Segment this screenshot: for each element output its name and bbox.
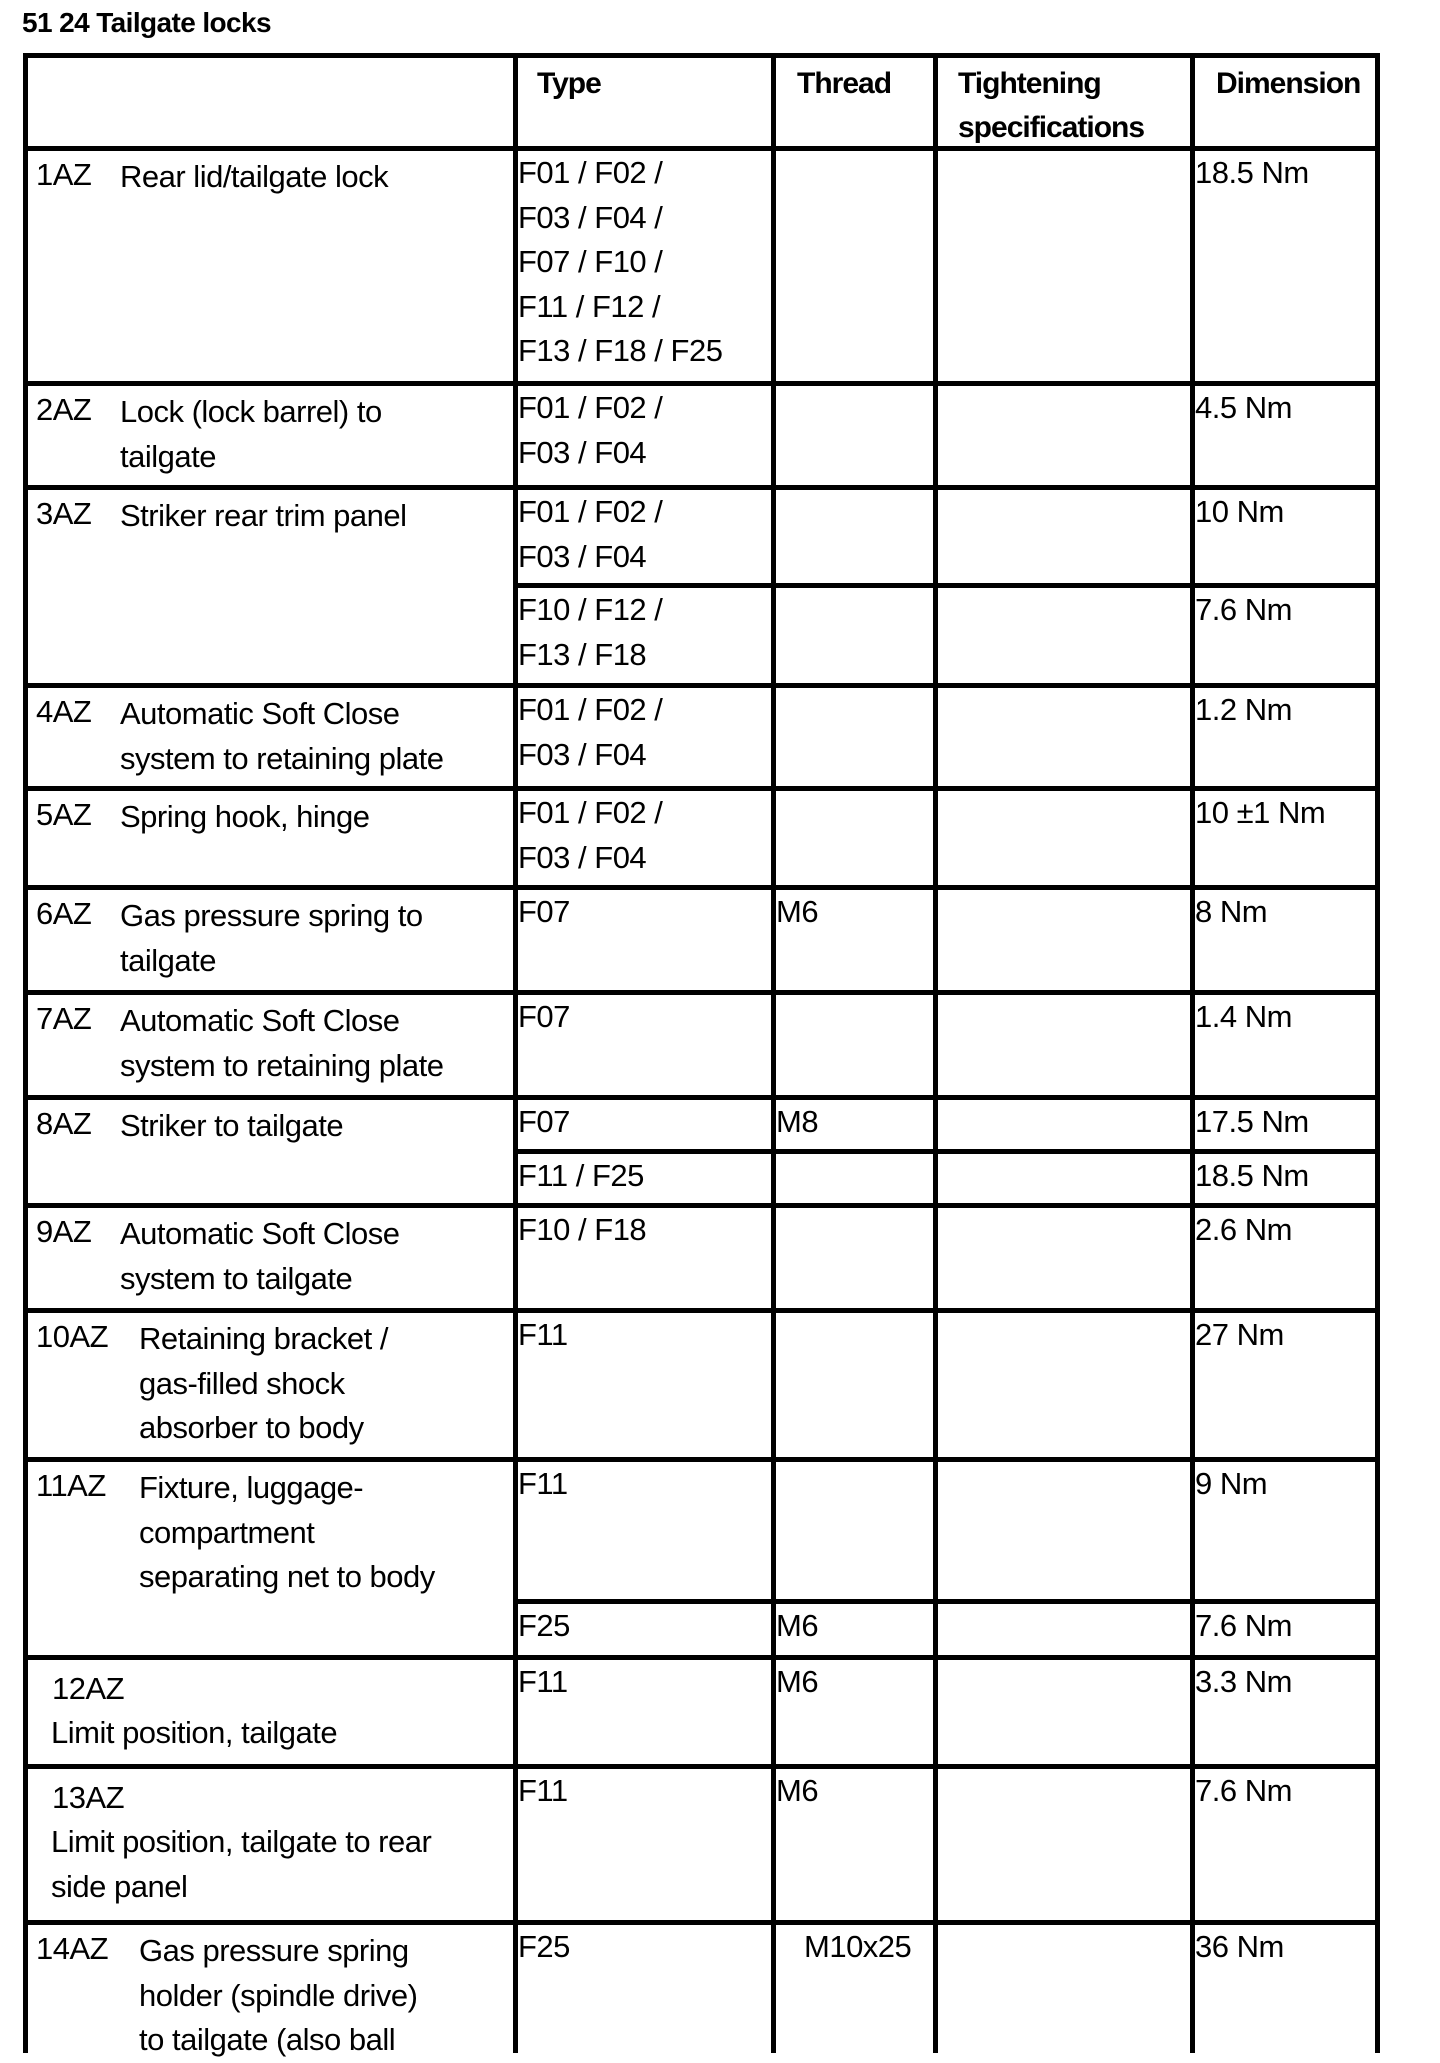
row-border (23, 1457, 1380, 1462)
header-dimension-cell (1194, 55, 1374, 145)
thread-value-line: M6 (776, 894, 819, 929)
dimension-value-line: 18.5 Nm (1195, 155, 1309, 190)
item-description (139, 1317, 388, 1451)
thread-value-line: M10x25 (804, 1929, 912, 1964)
header-tightening-specifications (958, 62, 1144, 150)
type-value-line: F10 / F12 / (518, 592, 663, 627)
item-id (36, 892, 91, 937)
item-id-line: 4AZ (36, 694, 92, 729)
type-value (518, 386, 662, 475)
item-description-line: compartment (139, 1514, 315, 1550)
item-description (120, 999, 444, 1088)
item-description-line: absorber to body (139, 1410, 364, 1445)
item-id-line: 6AZ (36, 896, 92, 931)
item-id-line: 12AZ (52, 1671, 125, 1706)
thread-value (804, 1925, 911, 1970)
type-value-line: F11 (518, 1664, 568, 1699)
header-thread (797, 62, 891, 106)
item-id-line: 8AZ (36, 1106, 92, 1141)
item-description-line: Gas pressure spring (139, 1933, 409, 1968)
dimension-value (1195, 1100, 1309, 1145)
dimension-value-line: 8 Nm (1195, 894, 1268, 929)
item-description-line: system to tailgate (120, 1260, 353, 1296)
type-value-line: F03 / F04 (518, 538, 647, 574)
item-id (36, 1464, 106, 1509)
type-value (518, 588, 662, 677)
dimension-value (1195, 1462, 1267, 1507)
item-description-line: Automatic Soft Close (120, 1003, 400, 1038)
dimension-value-line: 4.5 Nm (1195, 390, 1292, 425)
type-value-line: F11 (518, 1773, 568, 1808)
column-border-0 (23, 53, 28, 2053)
dimension-value (1195, 1604, 1292, 1649)
item-description-line: Automatic Soft Close (120, 696, 400, 731)
item-id (36, 793, 91, 838)
item-id (36, 388, 91, 433)
item-id (36, 492, 91, 537)
type-value-line: F07 (518, 1104, 570, 1139)
item-id-line: 3AZ (36, 496, 92, 531)
item-description (51, 1711, 337, 1756)
thread-value (776, 1100, 818, 1145)
item-description-line: Automatic Soft Close (120, 1216, 400, 1251)
item-description (120, 494, 407, 539)
type-value-line: F01 / F02 / (518, 494, 663, 529)
row-border (23, 1095, 1380, 1100)
thread-value-line: M6 (776, 1608, 819, 1643)
item-description-line: Spring hook, hinge (120, 799, 370, 834)
dimension-value-line: 2.6 Nm (1195, 1212, 1292, 1247)
row-border (23, 885, 1380, 890)
column-border-5 (1375, 53, 1380, 2053)
dimension-value (1195, 386, 1292, 431)
row-border (23, 1203, 1380, 1208)
header-type (537, 62, 601, 106)
item-id (36, 153, 91, 198)
header-dimension-line: Dimension (1216, 67, 1361, 100)
type-value-line: F07 (518, 894, 570, 929)
item-description-line: tailgate (120, 438, 216, 474)
column-border-4 (1190, 53, 1195, 2053)
row-border (23, 1308, 1380, 1313)
row-border (23, 1764, 1380, 1769)
thread-value (776, 890, 818, 935)
type-value-line: F25 (518, 1929, 570, 1964)
item-description-line: holder (spindle drive) (139, 1977, 418, 2013)
item-id (36, 1315, 108, 1360)
item-description (139, 1466, 435, 1600)
type-value-line: F03 / F04 (518, 736, 647, 772)
row-border (23, 1655, 1380, 1660)
type-value-line: F11 / F25 (518, 1158, 644, 1193)
dimension-value-line: 9 Nm (1195, 1466, 1268, 1501)
row-border (23, 786, 1380, 791)
item-id-line: 10AZ (36, 1319, 109, 1354)
item-description-line: Limit position, tailgate (51, 1715, 338, 1750)
table-top-border (23, 53, 1380, 58)
item-id-line: 14AZ (36, 1931, 109, 1966)
type-value-line: F01 / F02 / (518, 795, 663, 830)
item-description (139, 1929, 417, 2063)
dimension-value (1195, 1925, 1284, 1970)
type-value (518, 151, 722, 374)
thread-value-line: M6 (776, 1664, 819, 1699)
dimension-value-line: 1.4 Nm (1195, 999, 1292, 1034)
dimension-value (1195, 490, 1284, 535)
type-value-line: F01 / F02 / (518, 390, 663, 425)
dimension-value (1195, 890, 1267, 935)
type-value (518, 1604, 570, 1649)
item-id-line: 13AZ (52, 1780, 125, 1815)
type-value-line: F07 (518, 999, 570, 1034)
row-border (23, 990, 1380, 995)
header-dimension (1216, 62, 1360, 106)
type-value (518, 1769, 568, 1814)
item-description-line: Striker to tailgate (120, 1108, 344, 1143)
type-value-line: F10 / F18 (518, 1212, 647, 1247)
item-description-line: Retaining bracket / (139, 1321, 388, 1356)
type-value-line: F01 / F02 / (518, 155, 663, 190)
type-value (518, 1208, 646, 1253)
header-tightening-specifications-line: specifications (958, 111, 1145, 144)
header-thread-line: Thread (797, 67, 892, 100)
item-id-line: 1AZ (36, 157, 92, 192)
thread-value (776, 1604, 818, 1649)
item-description-line: to tailgate (also ball (139, 2022, 396, 2057)
item-description-line: Gas pressure spring to (120, 898, 423, 933)
dimension-value-line: 7.6 Nm (1195, 1608, 1292, 1643)
type-value (518, 995, 570, 1040)
thread-value (776, 1660, 818, 1705)
type-value-line: F07 / F10 / (518, 244, 663, 279)
dimension-value (1195, 688, 1292, 733)
dimension-value-line: 10 ±1 Nm (1195, 795, 1326, 830)
item-description-line: Lock (lock barrel) to (120, 394, 382, 429)
type-value (518, 1462, 568, 1507)
type-value (518, 1925, 570, 1970)
header-tightening-specifications-line: Tightening (958, 67, 1101, 100)
dimension-value (1195, 1208, 1292, 1253)
row-border (23, 683, 1380, 688)
item-description-line: Limit position, tailgate to rear (51, 1824, 432, 1859)
column-border-2 (771, 53, 776, 2053)
item-description (120, 1104, 343, 1149)
item-id (36, 1927, 108, 1972)
item-id (52, 1776, 124, 1821)
thread-value (776, 1769, 818, 1814)
item-id-line: 2AZ (36, 392, 92, 427)
dimension-value-line: 10 Nm (1195, 494, 1284, 529)
type-value-line: F25 (518, 1608, 570, 1643)
item-id (36, 690, 91, 735)
item-id-line: 9AZ (36, 1214, 92, 1249)
item-description-line: side panel (51, 1868, 188, 1904)
item-id (52, 1667, 124, 1712)
item-id-line: 5AZ (36, 797, 92, 832)
item-description (51, 1820, 431, 1909)
type-value (518, 1313, 568, 1358)
type-value-line: F03 / F04 / (518, 199, 663, 235)
item-description-line: Rear lid/tailgate lock (120, 159, 389, 194)
item-description-line: Striker rear trim panel (120, 498, 407, 533)
dimension-value-line: 7.6 Nm (1195, 592, 1292, 627)
dimension-value-line: 17.5 Nm (1195, 1104, 1309, 1139)
type-value-line: F13 / F18 / F25 (518, 333, 723, 368)
dimension-value-line: 27 Nm (1195, 1317, 1284, 1352)
dimension-value-line: 18.5 Nm (1195, 1158, 1309, 1193)
item-id-line: 11AZ (36, 1468, 106, 1503)
type-value-line: F11 (518, 1466, 568, 1501)
dimension-value (1195, 1769, 1292, 1814)
row-border (23, 485, 1380, 490)
thread-value-line: M8 (776, 1104, 819, 1139)
item-description (120, 894, 423, 983)
dimension-value (1195, 1660, 1292, 1705)
dimension-value-line: 3.3 Nm (1195, 1664, 1292, 1699)
type-value-line: F11 / F12 / (518, 288, 661, 324)
dimension-value (1195, 1313, 1284, 1358)
dimension-value (1195, 1154, 1309, 1199)
type-value (518, 490, 662, 579)
dimension-value (1195, 791, 1325, 836)
type-value-line: F03 / F04 (518, 839, 647, 875)
type-value-line: F13 / F18 (518, 636, 647, 672)
thread-value-line: M6 (776, 1773, 819, 1808)
row-border (23, 381, 1380, 386)
type-value (518, 688, 662, 777)
item-id (36, 997, 91, 1042)
type-value (518, 1660, 568, 1705)
item-description-line: system to retaining plate (120, 740, 444, 776)
header-type-line: Type (537, 67, 601, 100)
page-title: 51 24 Tailgate locks (22, 7, 271, 38)
item-id (36, 1102, 91, 1147)
item-description (120, 795, 370, 840)
column-border-3 (933, 53, 938, 2053)
item-description (120, 390, 382, 479)
item-description-line: system to retaining plate (120, 1047, 444, 1083)
type-value-line: F01 / F02 / (518, 692, 663, 727)
item-description-line: Fixture, luggage- (139, 1470, 364, 1505)
type-value-line: F11 (518, 1317, 568, 1352)
item-description-line: gas-filled shock (139, 1365, 345, 1401)
type-value (518, 1154, 644, 1199)
dimension-value-line: 1.2 Nm (1195, 692, 1292, 727)
dimension-value (1195, 588, 1292, 633)
item-id (36, 1210, 91, 1255)
item-description-line: separating net to body (139, 1559, 435, 1594)
item-description (120, 692, 444, 781)
item-description (120, 1212, 399, 1301)
dimension-value (1195, 995, 1292, 1040)
item-description (120, 155, 388, 200)
type-value-line: F03 / F04 (518, 434, 647, 470)
item-id-line: 7AZ (36, 1001, 92, 1036)
item-description-line: tailgate (120, 942, 216, 978)
dimension-value-line: 36 Nm (1195, 1929, 1284, 1964)
type-value (518, 890, 570, 935)
type-value (518, 791, 662, 880)
row-border (23, 1920, 1380, 1925)
dimension-value (1195, 151, 1309, 196)
type-value (518, 1100, 570, 1145)
dimension-value-line: 7.6 Nm (1195, 1773, 1292, 1808)
